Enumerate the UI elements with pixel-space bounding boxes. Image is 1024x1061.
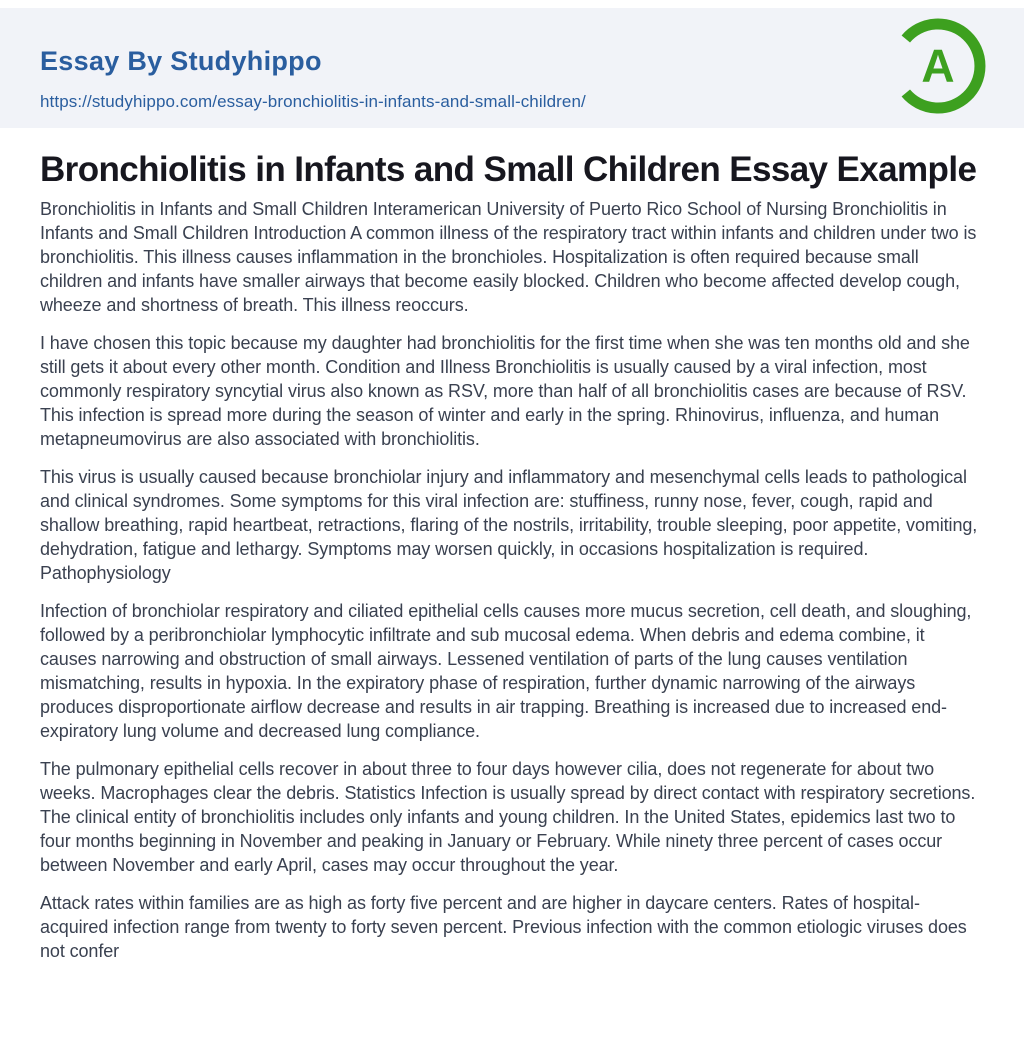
essay-content [0,128,1024,977]
essay-title: Bronchiolitis in Infants and Small Children Essay Example [40,150,977,189]
studyhippo-logo [888,16,988,116]
essay-paragraph-1: Bronchiolitis in Infants and Small Children Interamerican University of Puerto Rico School of Nursing Bronchiolitis in Infants and Small Children Introduction A common illness of the respiratory tract within infants and children under two is bronchiolitis. This illness causes inflammation in the bronchioles. Hospitalization is often required because small children and infants have smaller airways that become easily blocked. Children who become affected develop cough, wheeze and shortness of breath. This illness reoccurs. [40,199,977,315]
essay-paragraph-3: This virus is usually caused because bronchiolar injury and inflammatory and mesenchymal cells leads to pathological and clinical syndromes. Some symptoms for this viral infection are: stuffiness, runny nose, fever, cough, rapid and shallow breathing, rapid heartbeat, retractions, flaring of the nostrils, irritability, trouble sleeping, poor appetite, vomiting, dehydration, fatigue and lethargy. Symptoms may worsen quickly, in occasions hospitalization is required. Pathophysiology [40,467,978,583]
page-header [0,8,1024,128]
logo-letter: A [921,39,955,92]
essay-paragraph-5: The pulmonary epithelial cells recover in about three to four days however cilia, does not regenerate for about two weeks. Macrophages clear the debris. Statistics Infection is usually spread by direct contact with respiratory secretions. The clinical entity of bronchiolitis includes only infants and young children. In the United States, epidemics last two to four months beginning in November and peaking in January or February. While ninety three percent of cases occur between November and early April, cases may occur throughout the year. [40,759,976,875]
essay-paragraph-4: Infection of bronchiolar respiratory and ciliated epithelial cells causes more mucus secretion, cell death, and sloughing, followed by a peribronchiolar lymphocytic infiltrate and sub mucosal edema. When debris and edema combine, it causes narrowing and obstruction of small airways. Lessened ventilation of parts of the lung causes ventilation mismatching, results in hypoxia. In the expiratory phase of respiration, further dynamic narrowing of the airways produces disproportionate airflow decrease and results in air trapping. Breathing is increased due to increased end-expiratory lung volume and decreased lung compliance. [40,601,972,741]
essay-paragraph-2: I have chosen this topic because my daughter had bronchiolitis for the first time when she was ten months old and she still gets it about every other month. Condition and Illness Bronchiolitis is usually caused by a viral infection, most commonly respiratory syncytial virus also known as RSV, more than half of all bronchiolitis cases are because of RSV. This infection is spread more during the season of winter and early in the spring. Rhinovirus, influenza, and human metapneumovirus are also associated with bronchiolitis. [40,333,970,449]
essay-url-link[interactable]: https://studyhippo.com/essay-bronchiolitis-in-infants-and-small-children/ [40,92,586,111]
site-title: Essay By Studyhippo [40,46,322,76]
essay-paragraph-6: Attack rates within families are as high as forty five percent and are higher in daycare centers. Rates of hospital-acquired infection range from twenty to forty seven percent. Previous infection with the common etiologic viruses does not confer [40,893,967,961]
